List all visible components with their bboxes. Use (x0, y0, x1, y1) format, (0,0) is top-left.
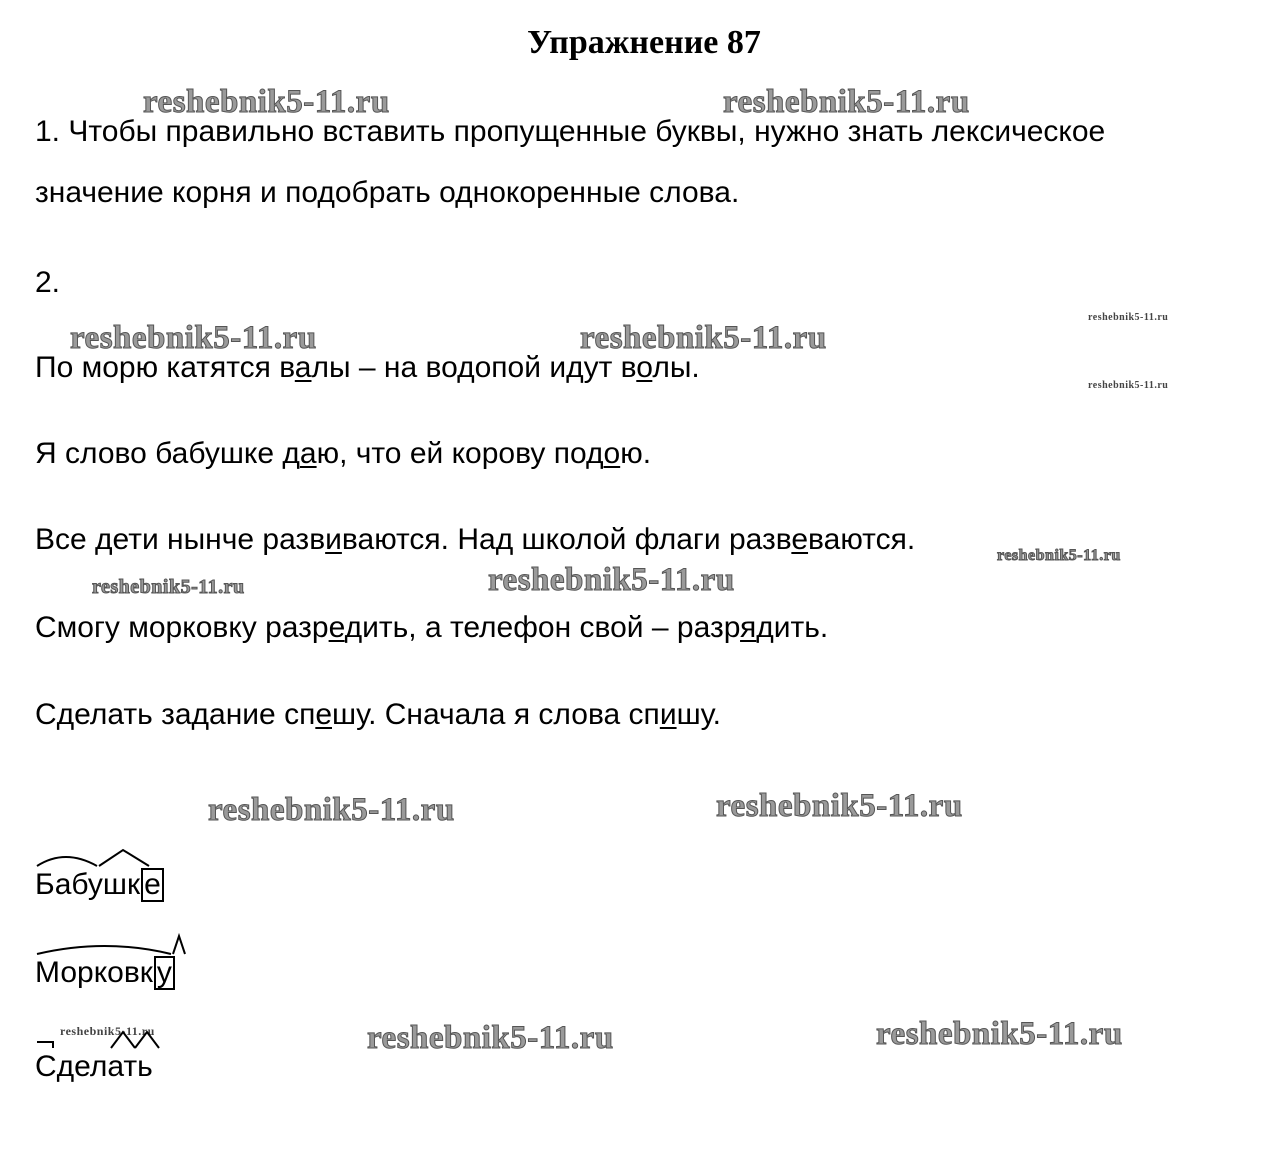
parse-word-2 (35, 956, 175, 990)
watermark: reshebnik5-11.ru (876, 1016, 1123, 1052)
sentence-5: Сделать задание спешу. Сначала я слова спишу. (35, 698, 721, 731)
parse-word-1 (35, 868, 164, 902)
watermark: reshebnik5-11.ru (1088, 380, 1169, 391)
sentence-1: По морю катятся валы – на водопой идут волы. (35, 351, 700, 384)
sentence-2: Я слово бабушке даю, что ей корову подою. (35, 437, 652, 470)
answer2-label: 2. (35, 266, 61, 299)
inserted-letter: я (740, 611, 757, 644)
watermark: reshebnik5-11.ru (92, 576, 245, 598)
inserted-letter: а (294, 351, 312, 384)
watermark: reshebnik5-11.ru (70, 320, 317, 356)
morpheme-marks-icon (35, 846, 175, 870)
watermark: reshebnik5-11.ru (367, 1020, 614, 1056)
word-stem: Сделать (35, 1050, 153, 1083)
inserted-letter: о (603, 437, 621, 470)
watermark: reshebnik5-11.ru (723, 84, 970, 120)
inserted-letter: о (636, 351, 653, 384)
watermark: reshebnik5-11.ru (997, 547, 1121, 564)
page-title: Упражнение 87 (527, 24, 761, 61)
sentence-4: Смогу морковку разредить, а телефон свой – разрядить. (35, 611, 829, 644)
sentence-3: Все дети нынче развиваются. Над школой флаги развеваются. (35, 523, 916, 556)
watermark: reshebnik5-11.ru (488, 562, 735, 598)
answer1-line1: 1. Чтобы правильно вставить пропущенные буквы, нужно знать лексическое (35, 115, 1106, 148)
inserted-letter: и (325, 523, 342, 556)
word-stem: Бабушк (35, 868, 141, 901)
word-ending: у (154, 956, 175, 990)
morpheme-marks-icon (35, 934, 205, 958)
watermark: reshebnik5-11.ru (1088, 312, 1169, 323)
answer1-line2: значение корня и подобрать однокоренные слова. (35, 176, 740, 209)
inserted-letter: е (791, 523, 809, 556)
inserted-letter: а (299, 437, 317, 470)
inserted-letter: и (659, 698, 677, 731)
inserted-letter: е (315, 698, 332, 731)
watermark: reshebnik5-11.ru (208, 792, 455, 828)
morpheme-marks-icon (35, 1028, 195, 1052)
word-ending: е (141, 868, 164, 902)
watermark: reshebnik5-11.ru (143, 84, 390, 120)
watermark: reshebnik5-11.ru (716, 788, 963, 824)
watermark: reshebnik5-11.ru (580, 320, 827, 356)
watermark: reshebnik5-11.ru (60, 1024, 155, 1038)
parse-word-3 (35, 1050, 153, 1084)
inserted-letter: е (328, 611, 345, 644)
word-stem: Морковк (35, 956, 153, 989)
